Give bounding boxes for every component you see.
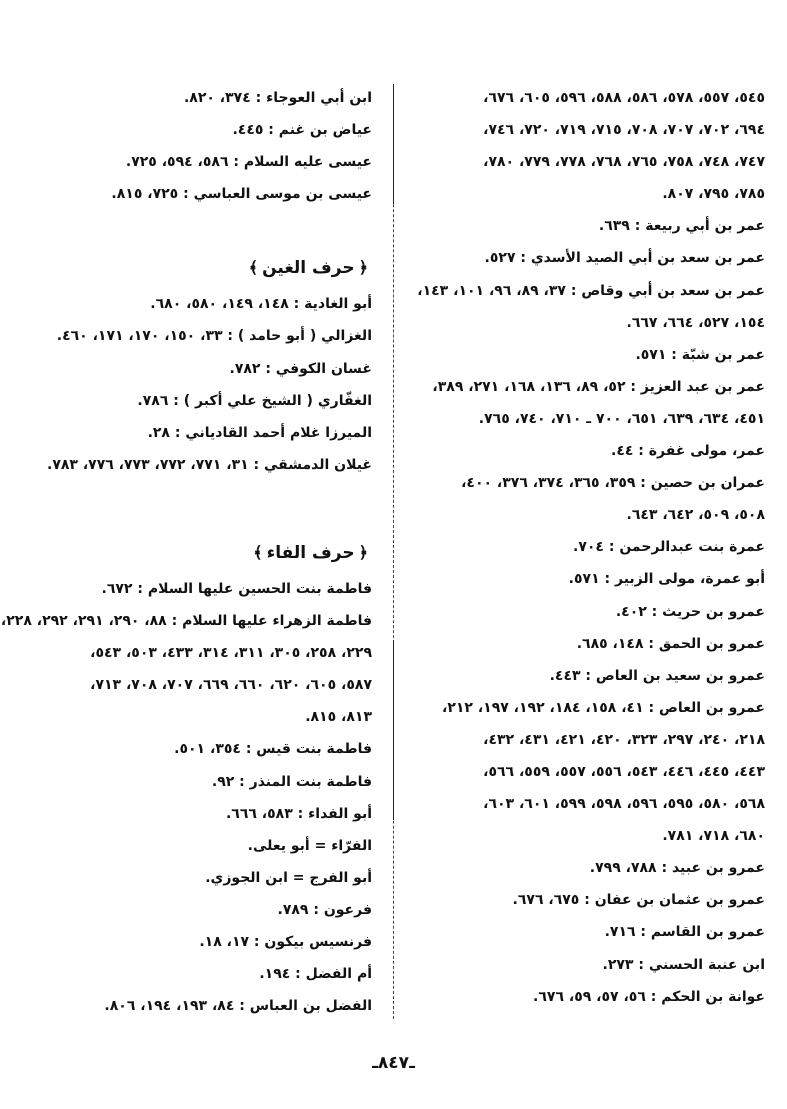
index-entry-line: الغزالي ( أبو حامد ) : ٣٣، ١٥٠، ١٧٠، ١٧١، ٤٦٠. <box>56 328 372 345</box>
index-entry-line: الفرّاء = أبو يعلى. <box>247 837 372 854</box>
section-ghain <box>17 288 372 481</box>
index-entry-line: عمرو بن عبيد : ٧٨٨، ٧٩٩. <box>589 860 765 877</box>
column-divider-solid-top <box>393 84 394 204</box>
index-entry-line: ٢١٨، ٢٤٠، ٢٩٧، ٣٢٣، ٤٢٠، ٤٢١، ٤٣١، ٤٣٢، <box>483 731 765 748</box>
index-entry-line: عمران بن حصين : ٣٥٩، ٣٦٥، ٣٧٤، ٣٧٦، ٤٠٠، <box>461 475 765 492</box>
index-entry-line: غسان الكوفي : ٧٨٢. <box>229 360 372 377</box>
index-entry-line: أبو الغادية : ١٤٨، ١٤٩، ٥٨٠، ٦٨٠. <box>150 296 372 313</box>
index-entry-line: ٥٤٥، ٥٥٧، ٥٧٨، ٥٨٦، ٥٨٨، ٥٩٦، ٦٠٥، ٦٧٦، <box>483 90 765 106</box>
index-entry-line: فاطمة بنت قيس : ٣٥٤، ٥٠١. <box>174 741 372 758</box>
section-heading-fa <box>17 533 372 573</box>
heading-ghain-text: حرف الغين <box>262 258 355 279</box>
index-entry-line: أبو الفرج = ابن الجوزي. <box>205 869 372 886</box>
index-entry-line: عيسى بن موسى العباسي : ٧٢٥، ٨١٥. <box>111 186 372 203</box>
index-entry-line: عمرو بن سعيد بن العاص : ٤٤٣. <box>549 667 765 684</box>
column-divider-solid-middle <box>393 640 394 820</box>
index-entry-line: ٤٤٣، ٤٤٥، ٤٤٦، ٥٤٣، ٥٥٦، ٥٥٧، ٥٥٩، ٥٦٦، <box>483 763 765 780</box>
index-entry-line: أبو عمرة، مولى الزبير : ٥٧١. <box>568 571 765 588</box>
index-entry-line: عمر، مولى غفرة : ٤٤. <box>611 443 765 460</box>
section-ain-continued <box>17 82 372 210</box>
index-entry-line: عمرو بن حريث : ٤٠٢. <box>615 603 765 620</box>
index-entry-line: ٦٨٠، ٧١٨، ٧٨١. <box>662 828 765 845</box>
index-entry-line: ٢٢٩، ٢٥٨، ٣٠٥، ٣١١، ٣١٤، ٤٣٣، ٥٠٣، ٥٤٣، <box>90 645 372 662</box>
ornament-close: ﴾ <box>253 542 263 562</box>
section-heading-ghain <box>17 248 372 288</box>
index-column-left <box>0 82 372 1022</box>
heading-fa-text: حرف الفاء <box>266 542 355 563</box>
index-entry-line: ٧٨٥، ٧٩٥، ٨٠٧. <box>662 186 765 203</box>
index-entry-line: عمر بن شبّة : ٥٧١. <box>635 346 765 363</box>
index-entry-line: فرعون : ٧٨٩. <box>277 901 372 918</box>
index-entry-line: فاطمة الزهراء عليها السلام : ٨٨، ٢٩٠، ٢٩١، ٢٩٢، ٢٢٨، <box>0 613 372 630</box>
index-entry-line: عمرو بن عثمان بن عفان : ٦٧٥، ٦٧٦. <box>512 892 765 909</box>
index-entry-line: ٦٩٤، ٧٠٢، ٧٠٧، ٧٠٨، ٧١٥، ٧١٩، ٧٢٠، ٧٤٦، <box>483 122 765 139</box>
index-entry-line: عمر بن عبد العزيز : ٥٢، ٨٩، ١٣٦، ١٦٨، ٢٧١، ٣٨٩، <box>432 378 765 395</box>
index-entry-line: ١٥٤، ٥٢٧، ٦٦٤، ٦٦٧. <box>626 314 765 331</box>
index-entry-line: ابن عنبة الحسني : ٢٧٣. <box>602 956 765 973</box>
ornament-open: ﴿ <box>358 258 368 278</box>
index-entry-line: أم الفضل : ١٩٤. <box>259 966 372 983</box>
index-entry-line: ٥٦٨، ٥٨٠، ٥٩٥، ٥٩٦، ٥٩٨، ٥٩٩، ٦٠١، ٦٠٣، <box>483 796 765 813</box>
index-entry-line: عيسى عليه السلام : ٥٨٦، ٥٩٤، ٧٢٥. <box>125 154 372 171</box>
index-entry-line: فاطمة بنت المنذر : ٩٢. <box>211 773 372 790</box>
index-entry-line: ٥٠٨، ٥٠٩، ٦٤٢، ٦٤٣. <box>626 507 765 524</box>
index-entry-line: ٨١٣، ٨١٥. <box>305 709 372 726</box>
index-entry-line: عمرو بن القاسم : ٧١٦. <box>604 924 765 941</box>
index-entry-line: عمرو بن العاص : ٤١، ١٥٨، ١٨٤، ١٩٢، ١٩٧، ٢١٢، <box>442 699 765 716</box>
index-entry-line: أبو الفداء : ٥٨٣، ٦٦٦. <box>225 805 372 822</box>
index-entry-line: ٥٨٧، ٦٠٥، ٦٢٠، ٦٦٠، ٦٦٩، ٧٠٧، ٧٠٨، ٧١٣، <box>90 677 372 694</box>
ornament-close: ﴾ <box>248 258 259 278</box>
index-entry-line: عياض بن غنم : ٤٤٥. <box>232 122 372 139</box>
index-entry-line: فرنسيس بيكون : ١٧، ١٨. <box>199 933 372 950</box>
index-entry-line: عمر بن أبي ربيعة : ٦٣٩. <box>598 218 765 235</box>
ornament-open: ﴿ <box>358 542 368 562</box>
index-entry-line: ٤٥١، ٦٣٤، ٦٣٩، ٦٥١، ٧٠٠ ـ ٧١٠، ٧٤٠، ٧٦٥. <box>478 410 765 427</box>
index-entry-line: غيلان الدمشقي : ٣١، ٧٧١، ٧٧٢، ٧٧٣، ٧٧٦، ٧٨٣. <box>46 456 372 473</box>
index-entry-line: الميرزا غلام أحمد القادياني : ٢٨. <box>147 424 372 441</box>
index-entry-line: الفضل بن العباس : ٨٤، ١٩٣، ١٩٤، ٨٠٦. <box>104 998 372 1015</box>
column-divider <box>393 84 394 1019</box>
index-entry-line: عمر بن سعد بن أبي وقاص : ٣٧، ٨٩، ٩٦، ١٠١، ١٤٣، <box>417 282 765 299</box>
index-entry-line: ٧٤٧، ٧٤٨، ٧٥٨، ٧٦٥، ٧٦٨، ٧٧٨، ٧٧٩، ٧٨٠، <box>483 154 765 171</box>
index-entry-line: الغفّاري ( الشيخ علي أكبر ) : ٧٨٦. <box>137 392 372 409</box>
page-number: ـ٨٤٧ـ <box>372 1053 415 1073</box>
index-entry-line: عمر بن سعد بن أبي الصيد الأسدي : ٥٢٧. <box>484 250 765 267</box>
index-column-right <box>387 82 765 1013</box>
index-entry-line: عمرو بن الحمق : ١٤٨، ٦٨٥. <box>576 635 765 652</box>
section-fa <box>0 573 372 1022</box>
index-entry-line: فاطمة بنت الحسين عليها السلام : ٦٧٢. <box>101 580 372 597</box>
index-entry-line: عوانة بن الحكم : ٥٦، ٥٧، ٥٩، ٦٧٦. <box>533 988 765 1005</box>
index-entry-line: عمرة بنت عبدالرحمن : ٧٠٤. <box>573 539 765 556</box>
index-entry-line: ابن أبي العوجاء : ٣٧٤، ٨٢٠. <box>183 90 372 106</box>
